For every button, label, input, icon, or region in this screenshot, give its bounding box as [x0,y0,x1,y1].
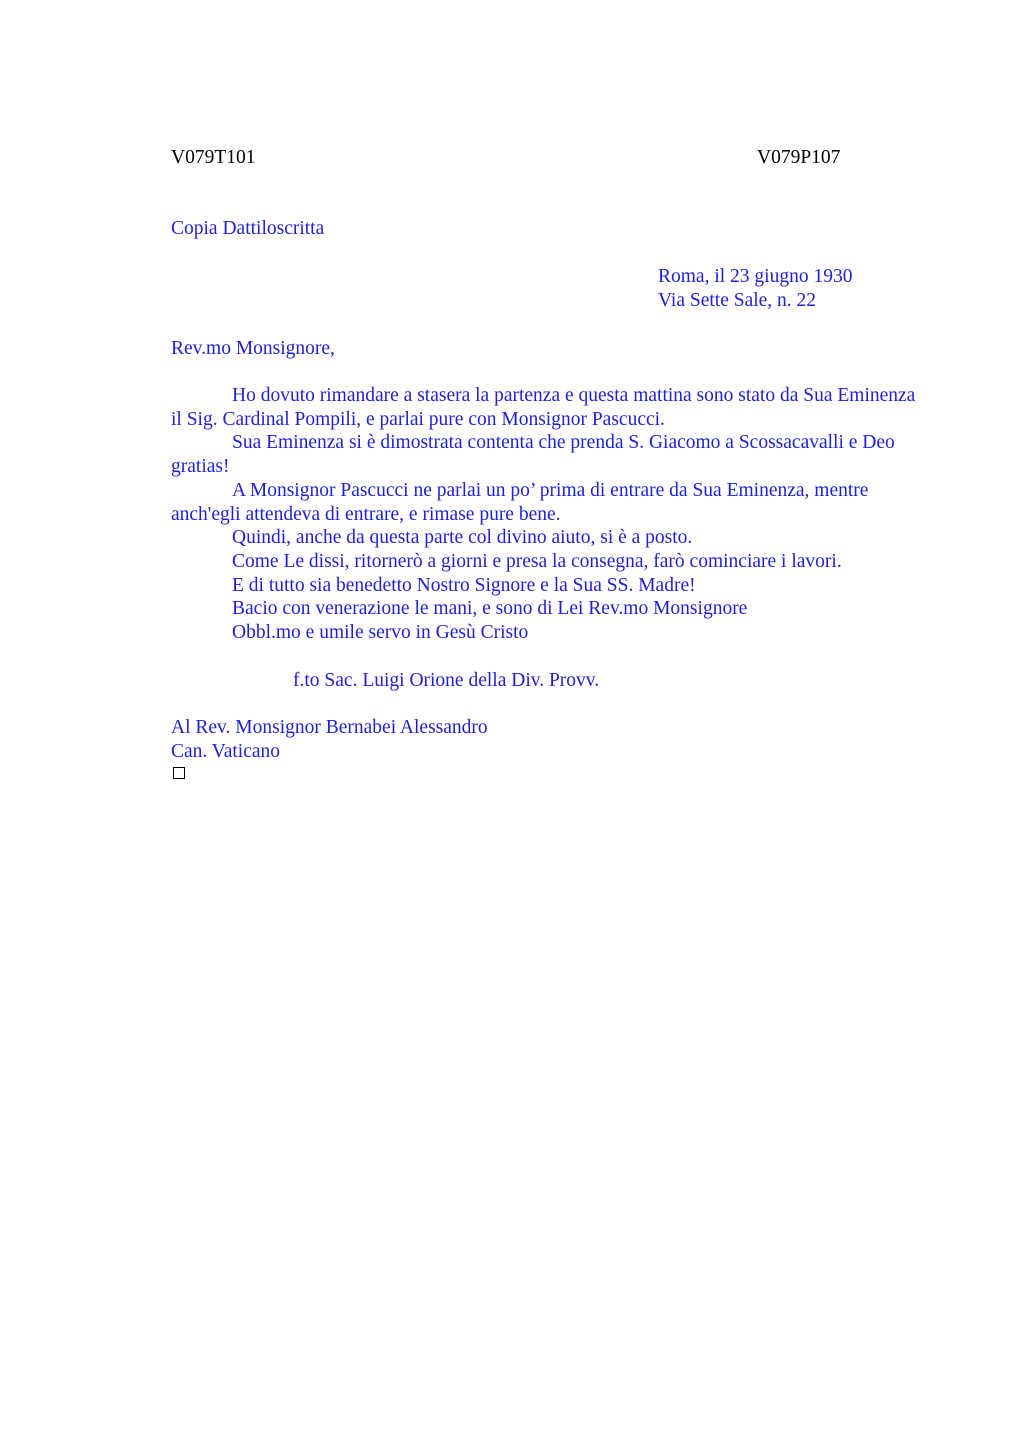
salutation: Rev.mo Monsignore, [171,338,335,359]
letter-paragraph: Sua Eminenza si è dimostrata contenta che prenda S. Giacomo a Scossacavalli e Deo gratias! [171,432,895,478]
letter-body [171,384,916,645]
empty-box-icon [173,767,185,779]
recipient-line-1: Al Rev. Monsignor Bernabei Alessandro [171,717,488,738]
letter-paragraph: Come Le dissi, ritornerò a giorni e presa la consegna, farò cominciare i lavori. [232,550,842,572]
letter-paragraph: Quindi, anche da questa parte col divino aiuto, si è a posto. [232,527,693,549]
place-date: Roma, il 23 giugno 1930 [658,266,853,287]
document-code-right: V079P107 [757,147,841,168]
signature: f.to Sac. Luigi Orione della Div. Provv. [293,670,600,691]
letter-paragraph: A Monsignor Pascucci ne parlai un po’ prima di entrare da Sua Eminenza, mentre anch'egli attendeva di entrare, e rimase pure bene. [171,479,869,525]
recipient-line-2: Can. Vaticano [171,741,281,762]
letter-paragraph: Ho dovuto rimandare a stasera la partenza e questa mattina sono stato da Sua Eminenza il Sig. Cardinal Pompili, e parlai pure con Monsignor Pascucci. [171,385,916,430]
letter-paragraph: Obbl.mo e umile servo in Gesù Cristo [232,622,529,644]
letter-paragraph: E di tutto sia benedetto Nostro Signore e la Sua SS. Madre! [232,574,696,596]
copy-label: Copia Dattiloscritta [171,218,325,239]
sender-address: Via Sette Sale, n. 22 [658,290,817,311]
letter-paragraph: Bacio con venerazione le mani, e sono di Lei Rev.mo Monsignore [232,598,748,620]
document-code-left: V079T101 [171,147,256,168]
